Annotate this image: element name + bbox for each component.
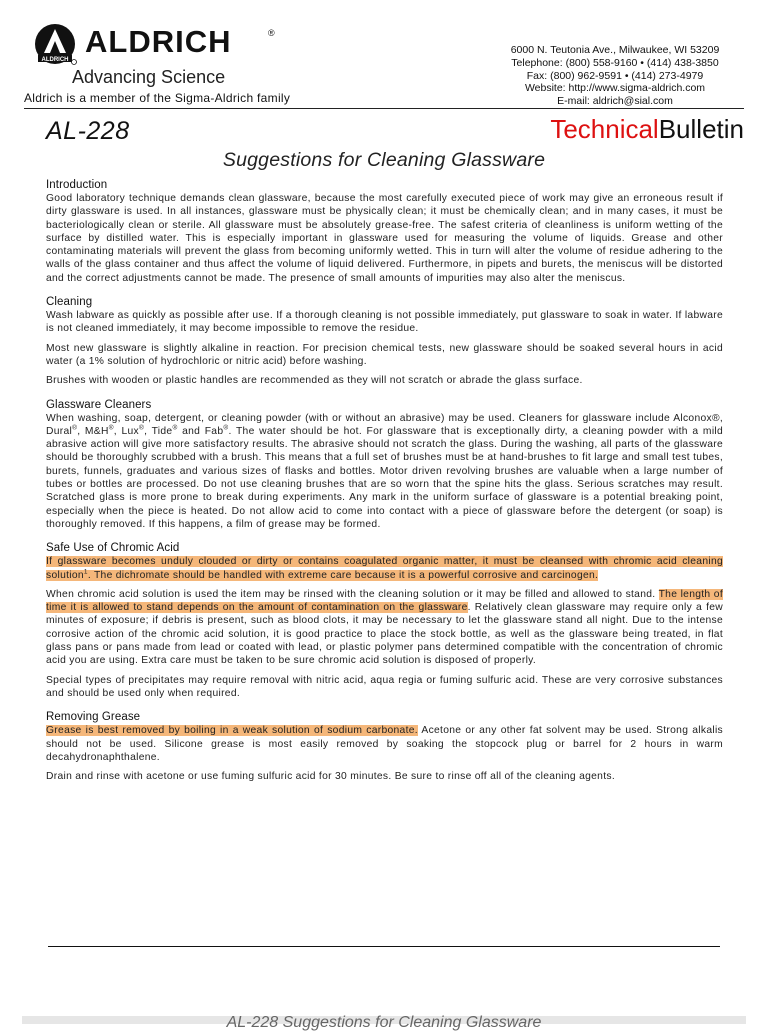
section-introduction — [46, 178, 723, 285]
document-title: Suggestions for Cleaning Glassware — [222, 149, 546, 171]
section-cleaning — [46, 295, 723, 387]
highlight: . The dichromate should be handled with extreme care because it is a powerful corrosive and carcinogen. — [87, 569, 599, 581]
highlight: Grease is best removed by boiling in a weak solution of sodium carbonate. — [46, 725, 418, 737]
bulletin-word: Bulletin — [658, 114, 744, 144]
document-code: AL-228 — [46, 117, 130, 145]
aldrich-logo — [33, 22, 77, 66]
footer-divider — [48, 946, 720, 947]
address-line: 6000 N. Teutonia Ave., Milwaukee, WI 53209 — [510, 44, 720, 56]
fax-line: Fax: (800) 962-9591 • (414) 273-4979 — [526, 69, 704, 82]
section-heading: Removing Grease — [46, 711, 141, 724]
footnote-ref: 1 — [84, 570, 88, 581]
highlight: If glassware becomes unduly clouded or dirty or contains coagulated organic matter, it must be cleansed with chromic acid cleaning solution — [46, 556, 723, 581]
family-note: Aldrich is a member of the Sigma-Aldrich family — [24, 91, 291, 105]
svg-text:ALDRICH: ALDRICH — [41, 57, 69, 63]
document-body — [46, 178, 723, 793]
paragraph: Wash labware as quickly as possible after use. If a thorough cleaning is not possible immediately, put glassware to soak in water. If labware is not cleaned immediately, it may become impossible to remove the residue. — [46, 310, 723, 335]
footer-band — [22, 1014, 746, 1031]
paragraph: When chromic acid solution is used the item may be rinsed with the cleaning solution or it may be filled and allowed to stand. The length of time it is allowed to stand depends on the amount of contamination on the glassware. Relatively clean glassware may require only a few minutes of exposure; if debris is present, such as blood clots, it may be necessary to let the glassware stand all night. Due to the intense corrosive action of the chromic acid solution, it is good practice to place the stock bottle, as well as the glassware being treated, in flat glass pans or pans made from lead or coated with lead, or plastic polymer pans determined compatible with the concentration of chromic acid you are using. Extra care must be taken to be sure chromic acid solution is disposed of properly. — [46, 588, 723, 667]
contact-address — [510, 44, 720, 108]
paragraph: Most new glassware is slightly alkaline in reaction. For precision chemical tests, new glassware should be soaked several hours in acid water (a 1% solution of hydrochloric or nitric acid) before washing. — [46, 342, 723, 367]
paragraph: Special types of precipitates may require removal with nitric acid, aqua regia or fuming sulfuric acid. These are very corrosive substances and should be used only when required. — [46, 674, 723, 699]
section-removing-grease — [46, 710, 723, 783]
paragraph: When washing, soap, detergent, or cleaning powder (with or without an abrasive) may be used. Cleaners for glassware include Alconox®, Dural®, M&H®, Lux®, Tide® and Fab®. The water should be hot. For glassware that is exceptionally dirty, a cleaning powder with a mild abrasive action will give more satisfactory results. The abrasive should not scratch the glass. During the washing, all parts of the glassware should be thoroughly scrubbed with a brush. This means that a full set of brushes must be at hand-brushes to fit large and small test tubes, burets, funnels, graduates and various sizes of flasks and bottles. Motor driven revolving brushes are valuable when a large number of tubes or bottles are processed. Do not use cleaning brushes that are so worn that the spine hits the glass. Serious scratches may result. Scratched glass is more prone to break during experiments. Any mark in the uniform surface of glassware is a potential breaking point, especially when the piece is heated. Do not allow acid to come into contact with a piece of glassware before the detergent (or soap) is thoroughly removed. If this happens, a film of grease may be formed. — [46, 412, 724, 530]
aldrich-logo-mark-icon — [33, 22, 77, 66]
section-glassware-cleaners — [46, 398, 723, 532]
section-heading: Glassware Cleaners — [46, 398, 152, 411]
footer-text: AL-228 Suggestions for Cleaning Glassware — [226, 1014, 542, 1031]
paragraph: Good laboratory technique demands clean glassware, because the most carefully executed piece of work may give an erroneous result if dirty glassware is used. In all instances, glassware must be physically clean; it must be chemically clean; and in many cases, it must be bacteriologically clean or sterile. All glassware must be absolutely grease-free. The safest criteria of cleanliness is uniform wetting of the surface by distilled water. This is especially important in glassware used for measuring the volume of liquids. Grease and other contaminating materials will prevent the glass from becoming uniformly wetted. This in turn will alter the volume of residue adhering to the walls of the glass container and thus affect the volume of liquid delivered. Furthermore, in pipets and burets, the meniscus will be distorted and the correct adjustments cannot be made. The presence of small amounts of impurities may also alter the meniscus. — [46, 193, 723, 284]
section-chromic-acid — [46, 541, 723, 700]
highlight: The length of time it is allowed to stand depends on the amount of contamination on the glassware — [46, 588, 723, 614]
registered-mark: ® — [268, 28, 275, 38]
section-heading: Introduction — [46, 179, 108, 191]
section-heading: Cleaning — [46, 296, 93, 309]
tagline: Advancing Science — [72, 67, 226, 87]
paragraph: Grease is best removed by boiling in a weak solution of sodium carbonate. Acetone or any other fat solvent may be used. Strong alkalis should not be used. Silicone grease is most easily removed by soaking the stopcock plug or barrel for 2 hours in warm decahydronaphthalene. — [46, 725, 723, 763]
brand-name: ALDRICH — [85, 24, 232, 59]
section-heading: Safe Use of Chromic Acid — [46, 542, 180, 555]
paragraph: Brushes with wooden or plastic handles are recommended as they will not scratch or abrade the glass surface. — [46, 375, 583, 387]
highlighted-paragraph — [46, 555, 723, 582]
website-line[interactable]: Website: http://www.sigma-aldrich.com — [524, 82, 706, 95]
paragraph: Drain and rinse with acetone or use fuming sulfuric acid for 30 minutes. Be sure to rinse off all of the cleaning agents. — [46, 771, 615, 783]
email-line[interactable]: E-mail: aldrich@sial.com — [557, 95, 673, 108]
technical-word: Technical — [550, 114, 659, 144]
phone-line: Telephone: (800) 558-9160 • (414) 438-3850 — [511, 56, 719, 69]
technical-bulletin-label — [550, 114, 744, 145]
header-divider — [24, 108, 744, 109]
